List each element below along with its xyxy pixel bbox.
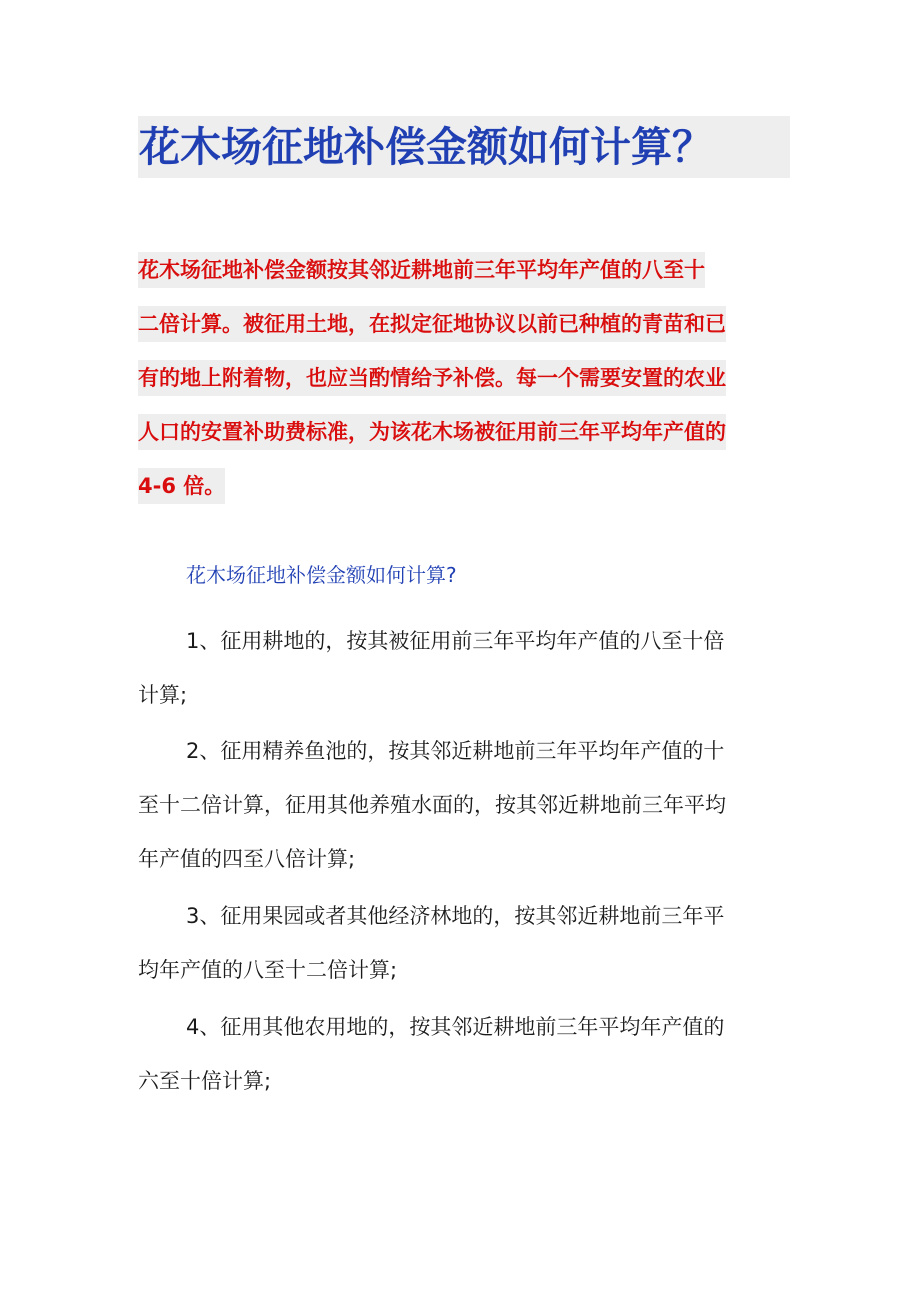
page-title: 花木场征地补偿金额如何计算？ — [139, 123, 713, 171]
summary-line — [138, 360, 790, 414]
list-item-line: 均年产值的八至十二倍计算; — [138, 958, 398, 982]
list-item-line: 4、征用其他农用地的，按其邻近耕地前三年平均年产值的 — [186, 1015, 725, 1039]
summary-text: 二倍计算。被征用土地，在拟定征地协议以前已种植的青苗和已 — [138, 306, 726, 342]
list-item-line: 至十二倍计算，征用其他养殖水面的，按其邻近耕地前三年平均 — [138, 793, 726, 817]
list-item — [138, 724, 788, 886]
summary-paragraph — [138, 252, 790, 522]
list-item — [138, 614, 788, 722]
list-item-line: 2、征用精养鱼池的，按其邻近耕地前三年平均年产值的十 — [186, 739, 725, 763]
list-item-line: 1、征用耕地的，按其被征用前三年平均年产值的八至十倍 — [186, 629, 725, 653]
summary-line — [138, 414, 790, 468]
list-item-line: 计算; — [138, 683, 188, 707]
summary-line — [138, 306, 790, 360]
summary-text: 有的地上附着物，也应当酌情给予补偿。每一个需要安置的农业 — [138, 360, 726, 396]
list-item-line: 年产值的四至八倍计算; — [138, 847, 356, 871]
summary-text: 人口的安置补助费标准，为该花木场被征用前三年平均年产值的 — [138, 414, 726, 450]
summary-line — [138, 252, 790, 306]
list-item-line: 3、征用果园或者其他经济林地的，按其邻近耕地前三年平 — [186, 904, 725, 928]
list-item — [138, 889, 788, 997]
section-heading: 花木场征地补偿金额如何计算? — [186, 563, 457, 587]
summary-text: 花木场征地补偿金额按其邻近耕地前三年平均年产值的八至十 — [138, 252, 705, 288]
summary-line — [138, 468, 790, 522]
list-item-line: 六至十倍计算; — [138, 1069, 272, 1093]
summary-text: 4-6 倍。 — [138, 468, 225, 504]
list-item — [138, 1000, 788, 1108]
